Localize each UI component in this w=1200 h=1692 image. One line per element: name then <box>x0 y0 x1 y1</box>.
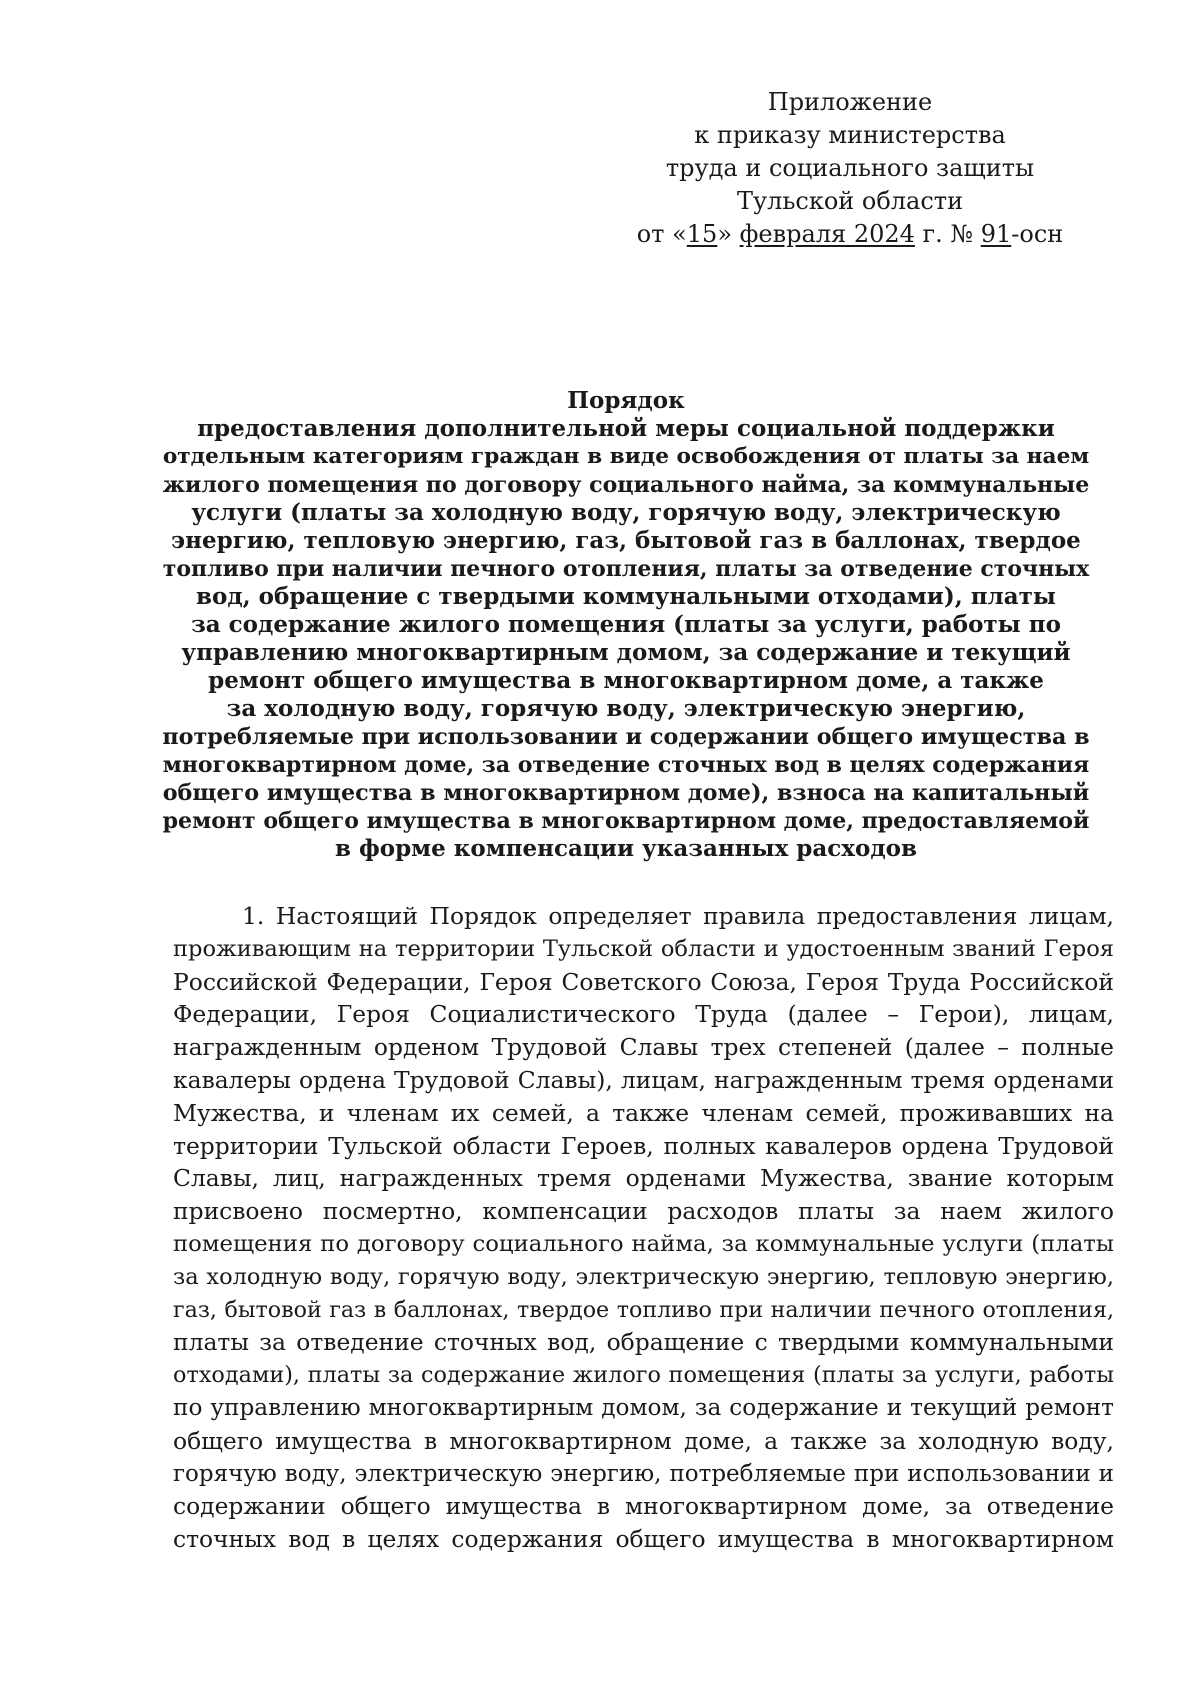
date-quote-close: » <box>717 220 732 248</box>
body-line: территории Тульской области Героев, полных кавалеров ордена Трудовой <box>173 1131 1114 1160</box>
title-line: жилого помещения по договору социального найма, за коммунальные <box>162 472 1090 498</box>
body-line: награжденным орденом Трудовой Славы трех степеней (далее – полные <box>173 1033 1114 1062</box>
body-line: газ, бытовой газ в баллонах, твердое топливо при наличии печного отопления, <box>173 1296 1114 1323</box>
title-line: услуги (платы за холодную воду, горячую воду, электрическую <box>191 499 1061 526</box>
title-line: за холодную воду, горячую воду, электрическую энергию, <box>226 695 1026 722</box>
body-line: Федерации, Героя Социалистического Труда (далее – Герои), лицам, <box>173 1000 1114 1029</box>
body-line: 1. Настоящий Порядок определяет правила предоставления лицам, <box>242 902 1114 930</box>
title-line: топливо при наличии печного отопления, платы за отведение сточных <box>162 556 1090 582</box>
title-line: в форме компенсации указанных расходов <box>335 835 917 862</box>
number-suffix: -осн <box>1011 220 1064 248</box>
appendix-line-3: труда и социального защиты <box>665 154 1035 182</box>
title-line: за содержание жилого помещения (платы за услуги, работы по <box>191 611 1061 638</box>
title-line: управлению многоквартирным домом, за содержание и текущий <box>181 639 1071 666</box>
title-line: отдельным категориям граждан в виде освобождения от платы за наем <box>162 444 1090 469</box>
body-line: содержании общего имущества в многоквартирном доме, за отведение <box>173 1492 1114 1521</box>
title-line: предоставления дополнительной меры социальной поддержки <box>197 415 1055 442</box>
body-line: помещения по договору социального найма, за коммунальные услуги (платы <box>173 1230 1114 1257</box>
body-line: сточных вод в целях содержания общего имущества в многоквартирном <box>173 1525 1114 1554</box>
appendix-line-1: Приложение <box>767 88 933 116</box>
body-line: общего имущества в многоквартирном доме, а также за холодную воду, <box>173 1426 1114 1455</box>
title-line: ремонт общего имущества в многоквартирном доме, а также <box>208 667 1044 694</box>
appendix-line-4: Тульской области <box>736 187 964 215</box>
body-line: Славы, лиц, награжденных тремя орденами Мужества, звание которым <box>173 1164 1114 1193</box>
body-line: отходами), платы за содержание жилого помещения (платы за услуги, работы <box>173 1362 1114 1389</box>
paragraph-1 <box>173 900 1114 1556</box>
appendix-header <box>620 86 1080 251</box>
order-month-year: февраля 2024 <box>739 220 915 248</box>
body-line: горячую воду, электрическую энергию, потребляемые при использовании и <box>173 1460 1114 1487</box>
order-date-line <box>620 218 1080 251</box>
title-line: энергию, тепловую энергию, газ, бытовой газ в баллонах, твердое <box>171 527 1081 554</box>
title-line: ремонт общего имущества в многоквартирном доме, предоставляемой <box>162 808 1090 834</box>
body-line: кавалеры ордена Трудовой Славы), лицам, награжденным тремя орденами <box>173 1065 1114 1094</box>
title-line: потребляемые при использовании и содержании общего имущества в <box>162 724 1090 750</box>
title-line: многоквартирном доме, за отведение сточных вод в целях содержания <box>162 752 1090 778</box>
body-line: Российской Федерации, Героя Советского Союза, Героя Труда Российской <box>173 967 1114 996</box>
body-line: платы за отведение сточных вод, обращение с твердыми коммунальными <box>173 1328 1114 1357</box>
body-line: за холодную воду, горячую воду, электрическую энергию, тепловую энергию, <box>173 1263 1114 1290</box>
body-line: Мужества, и членам их семей, а также членам семей, проживавших на <box>173 1098 1114 1127</box>
order-day: 15 <box>686 220 718 248</box>
number-prefix: г. № <box>914 220 981 248</box>
title-line: вод, обращение с твердыми коммунальными отходами), платы <box>196 583 1056 610</box>
body-line: присвоено посмертно, компенсации расходов платы за наем жилого <box>173 1197 1114 1226</box>
appendix-line-2: к приказу министерства <box>694 121 1006 149</box>
document-title <box>160 387 1092 863</box>
title-heading: Порядок <box>567 387 685 414</box>
order-number: 91 <box>980 220 1012 248</box>
body-line: по управлению многоквартирным домом, за содержание и текущий ремонт <box>173 1393 1114 1421</box>
title-line: общего имущества в многоквартирном доме), взноса на капитальный <box>162 780 1090 806</box>
date-prefix: от « <box>636 220 687 248</box>
body-line: проживающим на территории Тульской области и удостоенным званий Героя <box>173 935 1114 962</box>
